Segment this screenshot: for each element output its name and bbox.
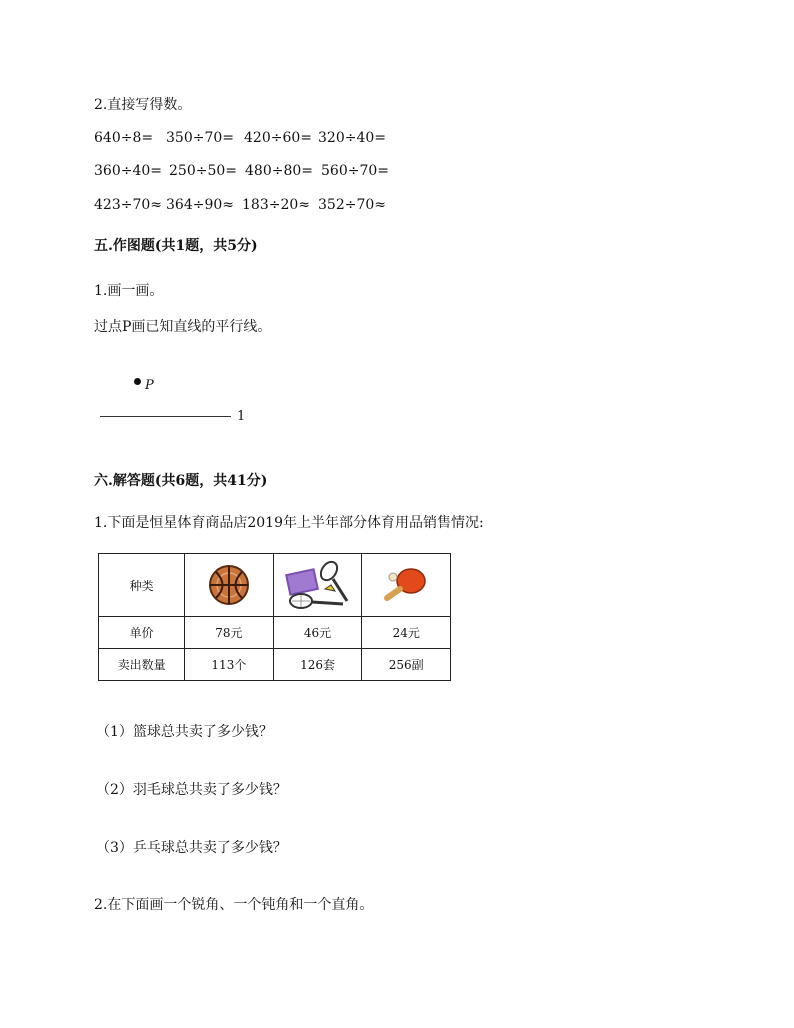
calc-item: 320÷40= xyxy=(318,130,386,146)
question-title: 2.直接写得数。 xyxy=(94,97,192,113)
section-heading: 五.作图题(共1题，共5分) xyxy=(94,238,258,254)
qty-cell: 256副 xyxy=(362,649,451,681)
badminton-rackets-icon xyxy=(283,557,353,613)
calc-item: 250÷50= xyxy=(169,163,237,179)
calc-item: 480÷80= xyxy=(245,163,313,179)
table-row xyxy=(99,617,451,649)
calc-row xyxy=(94,130,386,146)
qty-cell: 126套 xyxy=(273,649,362,681)
line-label: 1 xyxy=(237,409,246,424)
calc-row xyxy=(94,163,389,179)
ping-pong-cell xyxy=(362,554,451,617)
calc-item: 423÷70≈ xyxy=(94,197,162,213)
price-cell: 24元 xyxy=(362,617,451,649)
table-row xyxy=(99,649,451,681)
sales-table xyxy=(98,553,451,681)
point-label: P xyxy=(145,378,154,393)
calc-item: 364÷90≈ xyxy=(166,197,234,213)
question-title: 2.在下面画一个锐角、一个钝角和一个直角。 xyxy=(94,897,374,913)
question-title: 1.画一画。 xyxy=(94,283,164,299)
qty-cell: 113个 xyxy=(185,649,273,681)
table-header-cell: 种类 xyxy=(99,554,185,617)
calc-item: 183÷20≈ xyxy=(242,197,310,213)
calc-item: 420÷60= xyxy=(244,130,312,146)
subquestion: （2）羽毛球总共卖了多少钱？ xyxy=(96,782,287,798)
question-instruction: 过点P画已知直线的平行线。 xyxy=(94,319,272,335)
calc-row xyxy=(94,197,386,213)
subquestion: （1）篮球总共卖了多少钱？ xyxy=(96,724,273,740)
price-cell: 46元 xyxy=(273,617,362,649)
question-intro: 1.下面是恒星体育商品店2019年上半年部分体育用品销售情况: xyxy=(94,515,484,531)
ping-pong-paddle-icon xyxy=(381,565,431,605)
price-label-cell: 单价 xyxy=(99,617,185,649)
calc-item: 350÷70= xyxy=(166,130,234,146)
calc-item: 352÷70≈ xyxy=(318,197,386,213)
subquestion: （3）乒乓球总共卖了多少钱？ xyxy=(96,840,287,856)
point-p-dot xyxy=(134,378,141,385)
calc-item: 360÷40= xyxy=(94,163,162,179)
badminton-cell xyxy=(273,554,362,617)
basketball-icon xyxy=(207,563,251,607)
calc-item: 640÷8= xyxy=(94,130,154,146)
calc-item: 560÷70= xyxy=(321,163,389,179)
section-heading: 六.解答题(共6题，共41分) xyxy=(94,473,268,489)
basketball-cell xyxy=(185,554,273,617)
qty-label-cell: 卖出数量 xyxy=(99,649,185,681)
given-line xyxy=(100,416,231,417)
table-row xyxy=(99,554,451,617)
price-cell: 78元 xyxy=(185,617,273,649)
